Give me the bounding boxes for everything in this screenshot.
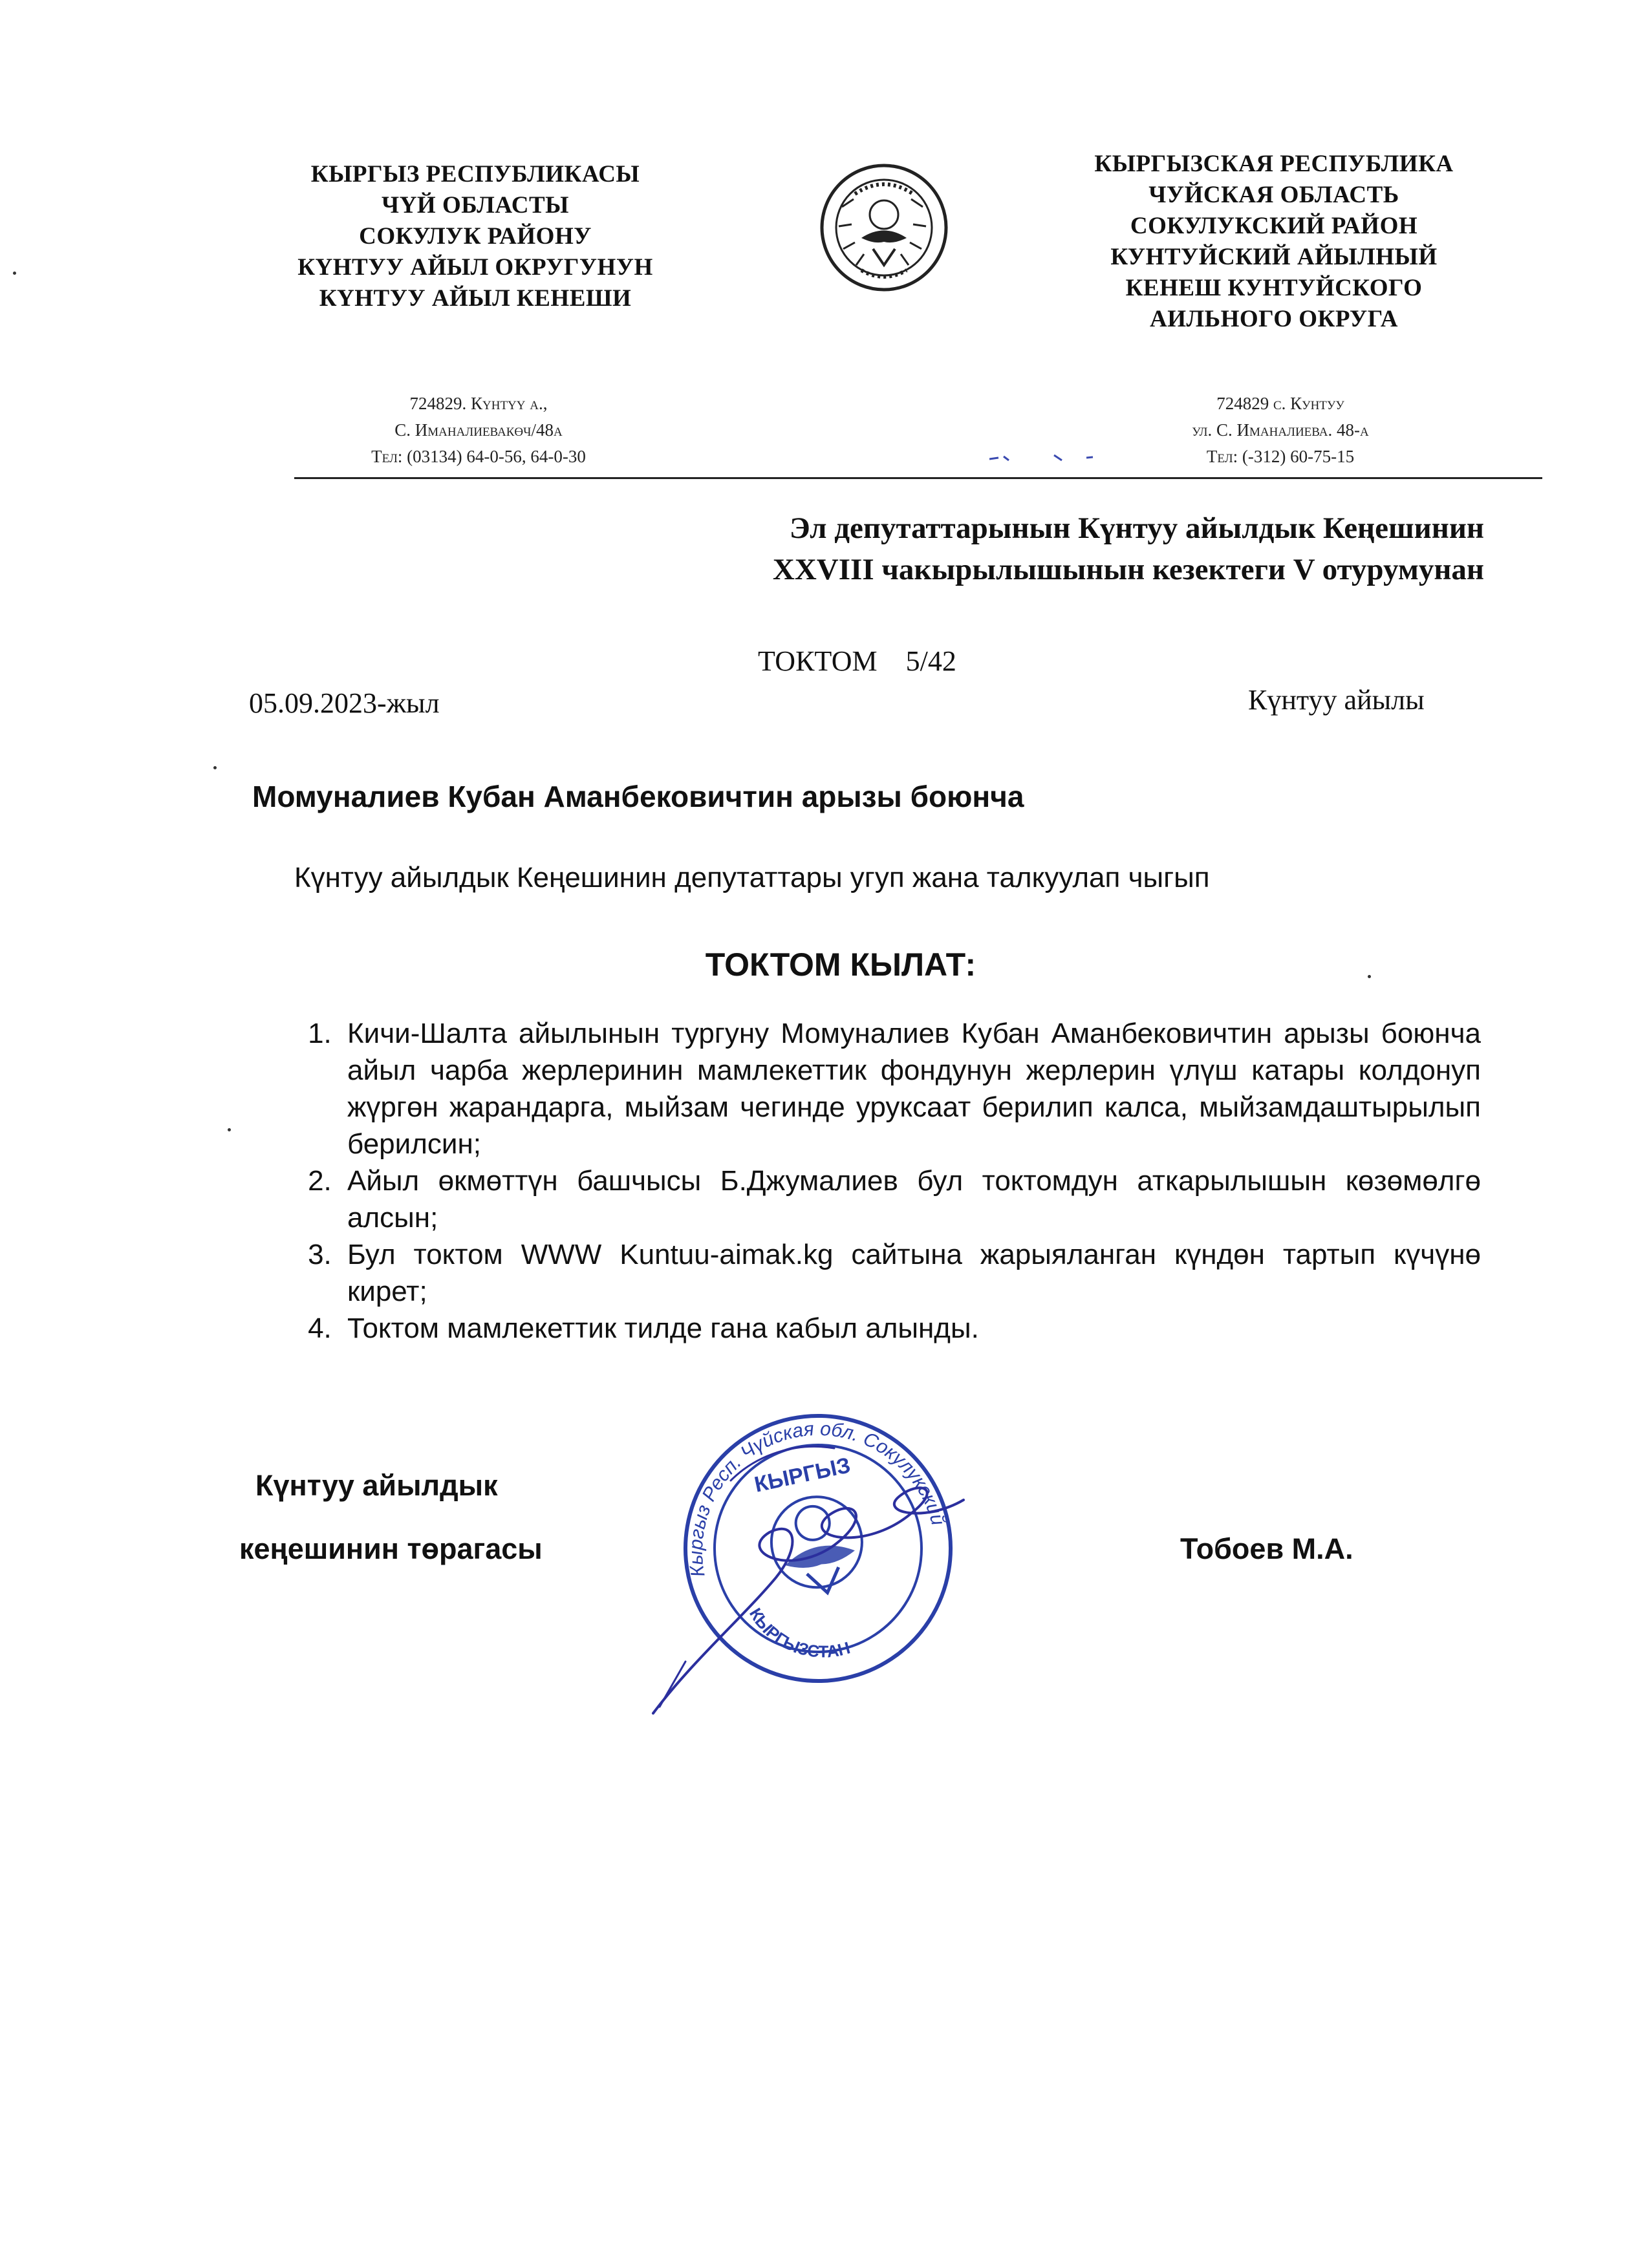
resolution-item: 4. Токтом мамлекеттик тилде гана кабыл алынды. [339, 1310, 1481, 1347]
header-left-line: СОКУЛУК РАЙОНУ [359, 223, 592, 250]
session-line-1: Эл депутаттарынын Күнтуу айылдык Кеңешинин [789, 511, 1484, 545]
header-left [213, 159, 737, 314]
header-right-line: СОКУЛУКСКИЙ РАЙОН [1130, 213, 1418, 239]
resolution-item: 3. Бул токтом WWW Kuntuu-aimak.kg сайтына жарыяланган күндөн тартып күчүнө кирет; [339, 1236, 1481, 1310]
session-line-2: XXVIII чакырылышынын кезектеги V отурумунан [772, 553, 1484, 586]
decree-place: Күнтуу айылы [1248, 684, 1425, 716]
header-right [1015, 149, 1533, 335]
scan-speck [228, 1128, 231, 1131]
header-left-line: КҮНТУУ АЙЫЛ КЕНЕШИ [319, 285, 632, 312]
header-right-line: АИЛЬНОГО ОКРУГА [1150, 306, 1398, 332]
header-right-line: ЧУЙСКАЯ ОБЛАСТЬ [1148, 182, 1399, 208]
resolution-heading: ТОКТОМ КЫЛАТ: [705, 947, 976, 983]
address-right-line: ул. С. Иманалиева. 48-а [1192, 420, 1369, 440]
header-left-line: КЫРГЫЗ РЕСПУБЛИКАСЫ [310, 161, 640, 187]
svg-text:КЫРГЫЗСТАН [744, 1589, 852, 1677]
address-right-line: Тел: (-312) 60-75-15 [1206, 447, 1355, 466]
header-left-line: ЧҮЙ ОБЛАСТЫ [382, 192, 569, 219]
decree-subject: Момуналиев Кубан Аманбековичтин арызы боюнча [252, 780, 1024, 813]
header-right-line: КЕНЕШ КУНТУЙСКОГО [1125, 275, 1423, 301]
decree-number: 5/42 [905, 645, 956, 677]
stamp-outer-text: Кыргыз Респ. Чүйская обл. Сокулукский [685, 1418, 949, 1579]
address-left [272, 390, 685, 470]
header-divider [294, 477, 1542, 479]
signatory-position-2: кеңешинин төрагасы [239, 1532, 543, 1565]
emblem-icon [816, 162, 952, 294]
resolution-items [294, 1015, 1481, 1347]
decree-date: 05.09.2023-жыл [249, 687, 440, 719]
resolution-item: 2. Айыл өкмөттүн башчысы Б.Джумалиев бул токтомдун аткарылышын көзөмөлгө алсын; [339, 1162, 1481, 1236]
scan-speck [213, 766, 217, 769]
decree-title-word: ТОКТОМ [758, 645, 878, 677]
header-left-line: КҮНТУУ АЙЫЛ ОКРУГУНУН [297, 254, 653, 281]
scan-speck [1368, 975, 1371, 978]
header-right-line: КУНТУЙСКИЙ АЙЫЛНЫЙ [1110, 244, 1438, 270]
decree-title [758, 645, 956, 678]
address-right-line: 724829 с. Кунтуу [1216, 394, 1344, 413]
official-stamp [640, 1384, 1002, 1720]
stamp-bottom-text: КЫРГЫЗСТАН [745, 1604, 852, 1662]
session-heading [453, 508, 1484, 590]
resolution-item: 1. Кичи-Шалта айылынын тургуну Момуналиев Кубан Аманбековичтин арызы боюнча айыл чарба жерлеринин мамлекеттик фондунун жерлерин үлүш катары колдонуп жүргөн жарандарга, мыйзам чегинде уруксаат берилип калса, мыйзамдаштырылып берилсин; [339, 1015, 1481, 1162]
address-right [1073, 390, 1487, 470]
header-right-line: КЫРГЫЗСКАЯ РЕСПУБЛИКА [1094, 151, 1454, 177]
address-left-line: Тел: (03134) 64-0-56, 64-0-30 [371, 447, 586, 466]
intro-text: Күнтуу айылдык Кеңешинин депутаттары угуп жана талкуулап чыгып [294, 862, 1210, 893]
stamp-inner-text: КЫРГЫЗ [752, 1453, 853, 1497]
address-left-line: 724829. Күнтүү а., [409, 394, 548, 413]
address-left-line: С. Иманалиевакөч/48а [394, 420, 563, 440]
scan-speck [13, 272, 16, 275]
signatory-name: Тобоев М.А. [1180, 1532, 1353, 1565]
scan-marks [989, 451, 1106, 464]
signatory-position-1: Күнтуу айылдык [255, 1469, 498, 1502]
